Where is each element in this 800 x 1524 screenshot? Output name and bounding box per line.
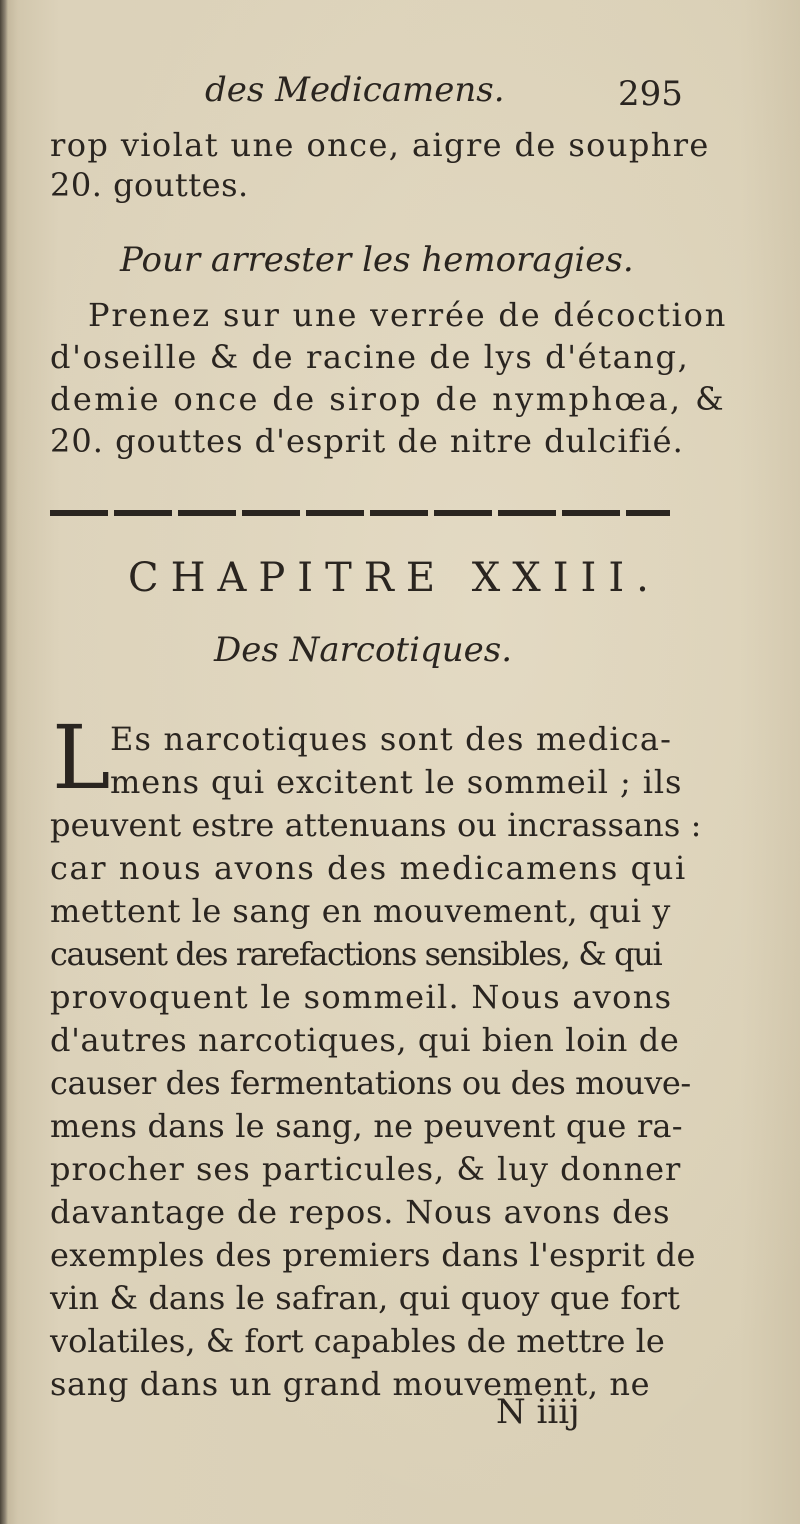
body-line: causent des rarefactions sensibles, & qui <box>50 935 662 973</box>
body-line: peuvent estre attenuans ou incrassans : <box>50 806 702 844</box>
page-number: 295 <box>618 74 683 114</box>
chapter-title: CHAPITRE XXIII. <box>128 555 661 601</box>
drop-cap: L <box>52 706 111 809</box>
body-line: volatiles, & fort capables de mettre le <box>50 1322 665 1360</box>
body-line: Es narcotiques sont des medica- <box>110 720 673 758</box>
text-line-content: rop violat une once, aigre de souphre <box>50 126 710 164</box>
body-line: mens dans le sang, ne peuvent que ra- <box>50 1107 683 1145</box>
paragraph-line: 20. gouttes d'esprit de nitre dulcifié. <box>50 422 684 460</box>
body-line: exemples des premiers dans l'esprit de <box>50 1236 696 1274</box>
body-line: vin & dans le safran, qui quoy que fort <box>50 1279 681 1317</box>
body-line: sang dans un grand mouvement, ne <box>50 1365 651 1403</box>
running-head: des Medicamens. <box>205 70 505 110</box>
text-line: 20. gouttes. <box>50 166 249 204</box>
paragraph-line: Prenez sur une verrée de décoction <box>88 296 728 334</box>
body-line: d'autres narcotiques, qui bien loin de <box>50 1021 680 1059</box>
page-binding-edge <box>0 0 8 1524</box>
ornamental-rule <box>50 510 670 516</box>
section-heading: Pour arrester les hemoragies. <box>120 240 634 280</box>
body-line: mens qui excitent le sommeil ; ils <box>110 763 683 801</box>
catchword-signature: N iiij <box>496 1392 580 1432</box>
body-line: davantage de repos. Nous avons des <box>50 1193 671 1231</box>
body-line: car nous avons des medicamens qui <box>50 849 687 887</box>
body-line: procher ses particules, & luy donner <box>50 1150 682 1188</box>
paragraph-line: demie once de sirop de nymphœa, & <box>50 380 726 418</box>
text-line <box>50 126 710 164</box>
body-line: provoquent le sommeil. Nous avons <box>50 978 673 1016</box>
body-line: causer des fermentations ou des mouve- <box>50 1064 691 1102</box>
paragraph-line: d'oseille & de racine de lys d'étang, <box>50 338 690 376</box>
body-line: mettent le sang en mouvement, qui y <box>50 892 671 930</box>
chapter-subtitle: Des Narcotiques. <box>214 630 512 670</box>
